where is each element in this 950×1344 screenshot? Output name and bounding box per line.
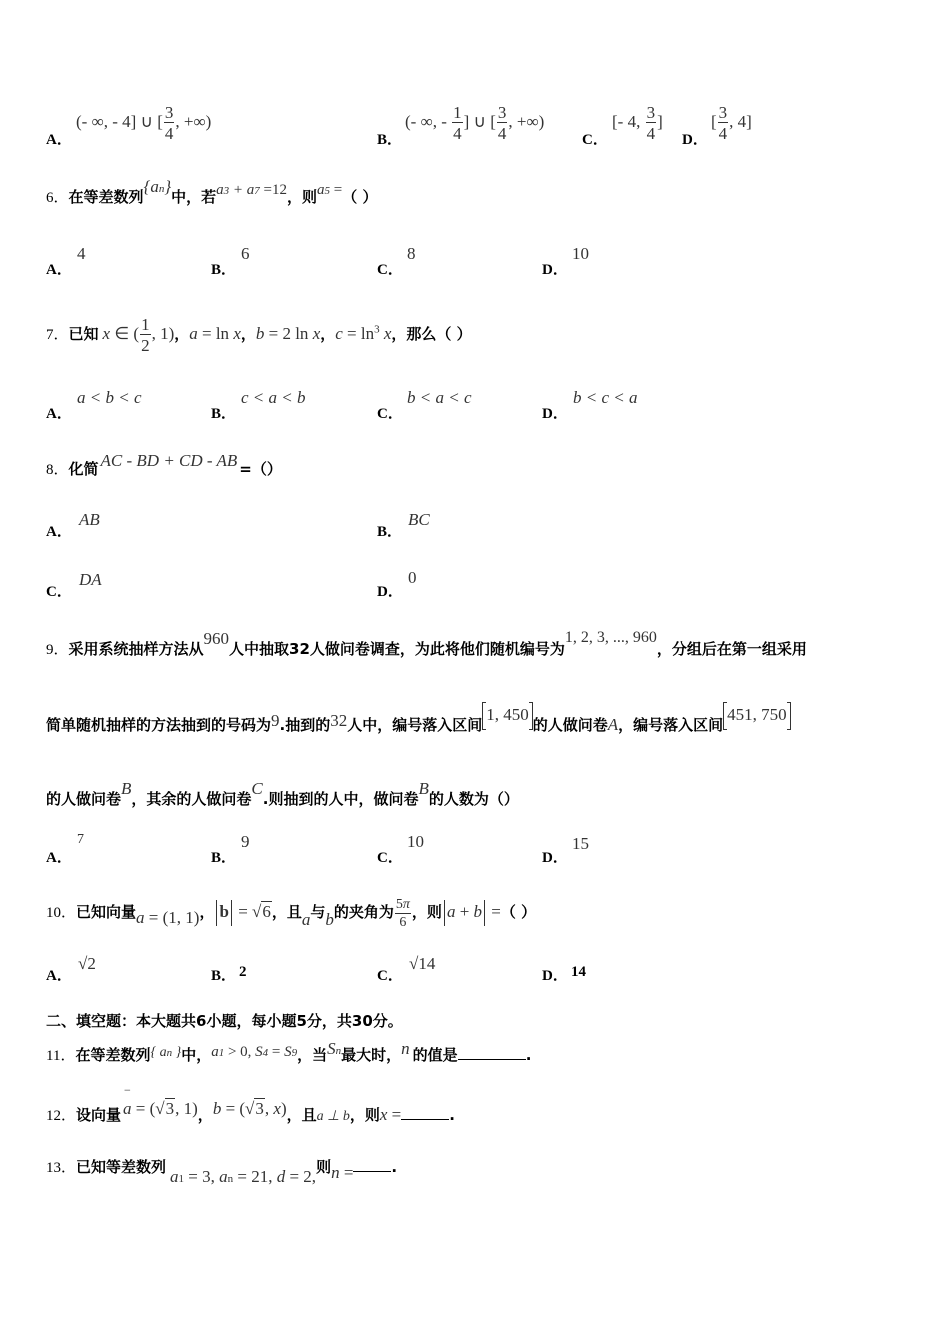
- question-7: 7．已知 x ∈ ( $\frac{1}{2}$ , 1)，a = ln x，b = 2 ln x，$c = \ln^3 x$，那么（ ）: [46, 315, 472, 355]
- q10-norm-sum: a + b =: [442, 902, 501, 921]
- q7-option-b-value: c < a < b: [241, 388, 306, 407]
- q10-option-d-value: 14: [571, 964, 586, 980]
- q10-option-b-value: 2: [239, 964, 247, 980]
- q7-option-c-label: C．: [377, 406, 403, 422]
- q10-norm-b: b = √6: [214, 902, 271, 921]
- q8-option-a-value: AB: [79, 510, 100, 529]
- q7-option-a-value: a < b < c: [77, 388, 142, 407]
- q6-option-b-label: B．: [211, 262, 237, 278]
- q11-sequence: { an }: [150, 1045, 182, 1060]
- q8-option-d-label: D．: [377, 584, 403, 600]
- section-2-title: 二、填空题：本大题共6小题，每小题5分，共30分。: [46, 1012, 403, 1030]
- q9-option-b-label: B．: [211, 850, 237, 866]
- q7-number: 7．: [46, 326, 69, 343]
- q7-b-def: b = 2 ln x: [255, 323, 321, 343]
- q8-option-c-label: C．: [46, 584, 72, 600]
- q10-angle: $\frac{5\pi}{6}$: [395, 897, 410, 930]
- q8-option-c-value: DA: [79, 570, 102, 589]
- q9-option-b-value: 9: [241, 832, 250, 851]
- q5-option-a-label: A．: [46, 132, 72, 148]
- q5-option-c-label: C．: [582, 132, 608, 148]
- question-6: 6．在等差数列{an}中，若a3 + a7 =12，则a5 =（ ）: [46, 177, 378, 206]
- q6-number: 6．: [46, 190, 69, 206]
- q7-option-b-label: B．: [211, 406, 237, 422]
- question-10: 10．已知向量a = (1, 1)， b = √6，且a与b的夹角为 $\frac{5\pi}{6}$ ，则 a + b =（ ）: [46, 897, 537, 930]
- q9-option-d-label: D．: [542, 850, 568, 866]
- q8-expression: AC - BD + CD - AB: [100, 451, 238, 470]
- q9-interval-1: 1, 450: [482, 705, 533, 724]
- q10-option-d-label: D．: [542, 968, 568, 984]
- q7-domain: x ∈ ( $\frac{1}{2}$ , 1): [102, 315, 175, 355]
- q6-condition: a3 + a7 =12: [216, 182, 288, 198]
- q6-option-d-value: 10: [572, 244, 589, 263]
- q12-perpendicular: a ⊥ b: [316, 1109, 350, 1124]
- q7-option-a-label: A．: [46, 406, 72, 422]
- q13-number: 13．: [46, 1160, 77, 1176]
- q6-target: a5 =: [317, 182, 343, 198]
- q11-answer-blank[interactable]: [458, 1047, 526, 1060]
- q10-option-c-label: C．: [377, 968, 403, 984]
- q13-answer-blank[interactable]: [353, 1165, 391, 1172]
- q8-option-a-label: A．: [46, 524, 72, 540]
- q11-condition: a1 > 0, S4 = S9: [211, 1044, 298, 1060]
- q8-option-d-value: 0: [408, 568, 417, 587]
- q6-option-c-value: 8: [407, 244, 416, 263]
- q6-option-a-label: A．: [46, 262, 72, 278]
- question-12: 12．设向量 − a = (√3, 1)，b = (√3, x)，且a ⊥ b，则x = .: [46, 1083, 455, 1124]
- q7-c-def: $c = \ln^3 x$: [335, 323, 392, 343]
- q9-option-a-value: 7: [77, 832, 84, 847]
- question-9-line-1: 9．采用系统抽样方法从960人中抽取32人做问卷调查，为此将他们随机编号为1, 2, 3, ..., 960，分组后在第一组采用: [46, 629, 807, 658]
- q7-a-def: a = ln x: [189, 323, 241, 343]
- q12-vector-b: b = (√3, x): [212, 1099, 287, 1118]
- q5-option-b-label: B．: [377, 132, 403, 148]
- q7-option-c-value: b < a < c: [407, 388, 472, 407]
- q9-interval-2: 451, 750: [723, 705, 791, 724]
- q7-option-d-label: D．: [542, 406, 568, 422]
- q10-number: 10．: [46, 905, 77, 922]
- q6-option-b-value: 6: [241, 244, 250, 263]
- q11-number: 11．: [46, 1048, 76, 1064]
- q10-vector-a: a = (1, 1): [136, 908, 200, 928]
- question-8: 8．化简 AC - BD + CD - AB =（）: [46, 451, 282, 478]
- q9-option-c-value: 10: [407, 832, 424, 851]
- q6-option-c-label: C．: [377, 262, 403, 278]
- q5-option-d-label: D．: [682, 132, 708, 148]
- q9-number-range: 1, 2, 3, ..., 960: [564, 629, 657, 646]
- q6-option-d-label: D．: [542, 262, 568, 278]
- q12-vector-a: − a = (√3, 1): [123, 1083, 198, 1118]
- question-9-line-3: 的人做问卷B，其余的人做问卷C.则抽到的人中，做问卷B的人数为（）: [46, 779, 519, 808]
- q6-sequence: {an}: [143, 177, 172, 196]
- question-13: 13．已知等差数列 a1 = 3, an = 21, d = 2,则n = .: [46, 1158, 398, 1186]
- q12-answer-blank[interactable]: [401, 1107, 449, 1120]
- q5-option-d-math: [ $\frac{3}{4}$ , 4]: [711, 103, 752, 143]
- q12-number: 12．: [46, 1108, 77, 1124]
- q5-option-a-math: (- ∞, - 4] ∪ [ $\frac{3}{4}$ , +∞): [76, 103, 212, 143]
- q10-option-b-label: B．: [211, 968, 237, 984]
- q8-number: 8．: [46, 462, 69, 478]
- q9-option-a-label: A．: [46, 850, 72, 866]
- question-9-line-2: 简单随机抽样的方法抽到的号码为9.抽到的32人中，编号落入区间1, 450的人做问卷A，编号落入区间451, 750: [46, 712, 791, 740]
- q8-option-b-label: B．: [377, 524, 403, 540]
- q7-option-d-value: b < c < a: [573, 388, 638, 407]
- q10-option-a-value: √2: [78, 954, 96, 973]
- q13-conditions: a1 = 3, an = 21, d = 2,: [170, 1167, 317, 1186]
- q9-option-c-label: C．: [377, 850, 403, 866]
- q5-option-c-math: [- 4, $\frac{3}{4}$ ]: [612, 103, 663, 143]
- q8-option-b-value: BC: [408, 510, 430, 529]
- q9-number: 9．: [46, 642, 69, 658]
- question-11: 11．在等差数列{ an }中，a1 > 0, S4 = S9，当Sn最大时，n 的值是 .: [46, 1039, 532, 1064]
- q6-option-a-value: 4: [77, 244, 86, 263]
- q5-option-b-math: (- ∞, - $\frac{1}{4}$ ] ∪ [ $\frac{3}{4}$ , +∞): [405, 103, 545, 143]
- q9-option-d-value: 15: [572, 834, 589, 853]
- q10-option-a-label: A．: [46, 968, 72, 984]
- q10-option-c-value: √14: [409, 954, 436, 973]
